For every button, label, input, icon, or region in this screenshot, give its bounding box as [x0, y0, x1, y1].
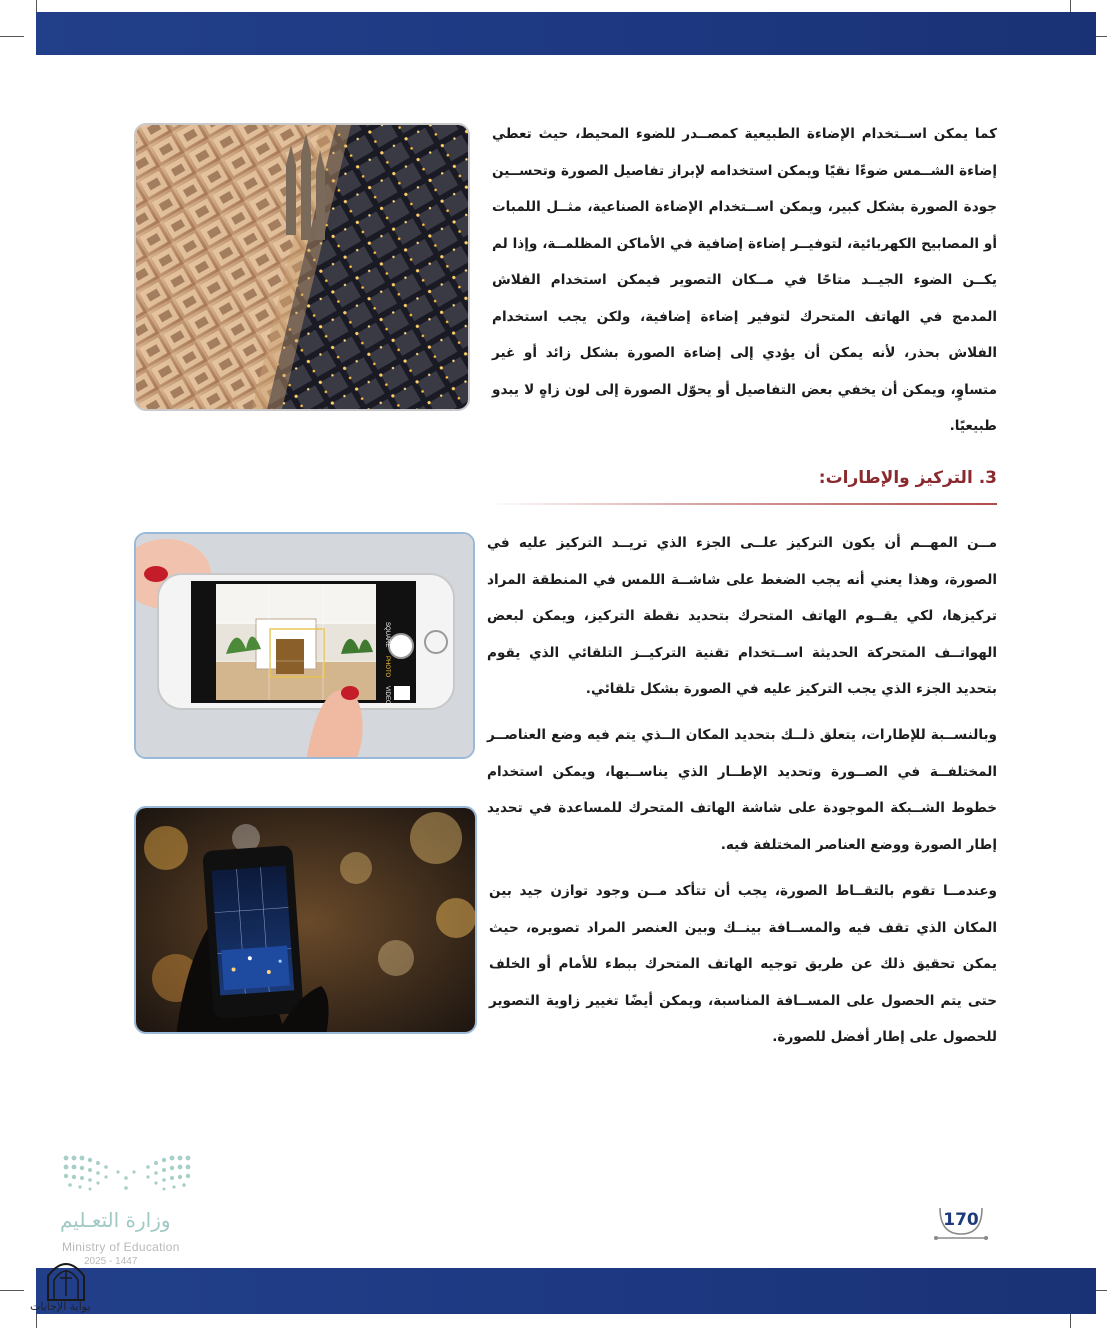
mode-photo-label: PHOTO	[384, 656, 390, 678]
crop-mark	[36, 0, 37, 12]
ministry-dots-icon	[60, 1152, 200, 1202]
heading-underline	[487, 503, 997, 505]
night-phone-illustration	[136, 808, 477, 1034]
night-phone-photo	[134, 806, 477, 1034]
crop-mark	[0, 36, 24, 37]
mode-square-label: SQUARE	[384, 622, 390, 648]
paragraph-frames: وبالنســبة للإطارات، يتعلق ذلــك بتحديد المكان الــذي يتم فيه وضع العناصــر المختلفــة في الصــورة وتحديد الإطــار الذي يناســبها، ويمكن استخدام خطوط الشــبكة الموجودة على شاشة الهاتف المتحرك للمساعدة في تحديد إطار الصورة ووضع العناصر المختلفة فيه.	[487, 727, 997, 853]
ministry-name-arabic: وزارة التعـليم	[60, 1208, 171, 1232]
paragraph-balance: وعندمــا تقوم بالتقــاط الصورة، يجب أن تتأكد مــن وجود توازن جيد بين المكان الذي تقف فيه والمســافة بينــك وبين العنصر المراد تصويره، حيث يمكن تحقيق ذلك عن طريق توجيه الهاتف المتحرك ببطء للأمام أو الخلف حتى يتم الحصول على المســافة المناسبة، ويمكن أيضًا تغيير زاوية التصوير للحصول على إطار أفضل للصورة.	[489, 883, 997, 1045]
crop-mark	[0, 1290, 24, 1291]
city-aerial-photo	[134, 123, 470, 411]
watermark-emblem-icon	[44, 1256, 88, 1302]
top-banner	[36, 12, 1096, 55]
ministry-name-english: Ministry of Education	[62, 1240, 180, 1254]
ministry-year: 2025 - 1447	[84, 1256, 138, 1267]
ministry-logo	[60, 1152, 200, 1206]
city-aerial-illustration	[136, 125, 470, 411]
page-number	[934, 1206, 988, 1236]
phone-focus-illustration	[136, 534, 475, 759]
section-heading: 3. التركيز والإطارات:	[818, 468, 997, 488]
paragraph-focus: مــن المهــم أن يكون التركيز علــى الجزء الذي تريــد التركيز عليه في الصورة، وهذا يعني أنه يجب الضغط على شاشــة اللمس في المنطقة المراد تركيزها، لكي يقــوم الهاتف المتحرك بتحديد نقطة التركيز، ويمكن لبعض الهواتــف المتحركة الحديثة اســتخدام تقنية التركيــز التلقائي الذي يقوم بتحديد الجزء الذي يجب التركيز عليه في الصورة بشكل تلقائي.	[487, 535, 997, 697]
watermark-text: بوابة الإجابات	[30, 1300, 91, 1313]
bottom-banner	[36, 1268, 1096, 1314]
mode-video-label: VIDEO	[384, 686, 390, 705]
page-number-text: 170	[943, 1210, 979, 1230]
phone-focus-photo	[134, 532, 475, 759]
crop-mark	[36, 1314, 37, 1328]
paragraph-lighting: كما يمكن اســتخدام الإضاءة الطبيعية كمصــدر للضوء المحيط، حيث تعطي إضاءة الشــمس ضوءًا نقيًا ويمكن استخدامه لإبراز تفاصيل الصورة وتحســين جودة الصورة بشكل كبير، ويمكن اســتخدام الإضاءة الصناعية، مثــل اللمبات أو المصابيح الكهربائية، لتوفيــر إضاءة إضافية في الأماكن المظلمــة، وإذا لم يكــن الضوء الجيــد متاحًا في مــكان التصوير فيمكن استخدام الفلاش المدمج في الهاتف المتحرك لتوفير إضاءة إضافية، ولكن يجب استخدام الفلاش بحذر، لأنه يمكن أن يؤدي إلى إضاءة الصورة بشكل زائد أو غير متساوٍ، ويمكن أن يخفي بعض التفاصيل أو يحوّل الصورة إلى لون زاهٍ لا يبدو طبيعيًا.	[492, 126, 997, 434]
